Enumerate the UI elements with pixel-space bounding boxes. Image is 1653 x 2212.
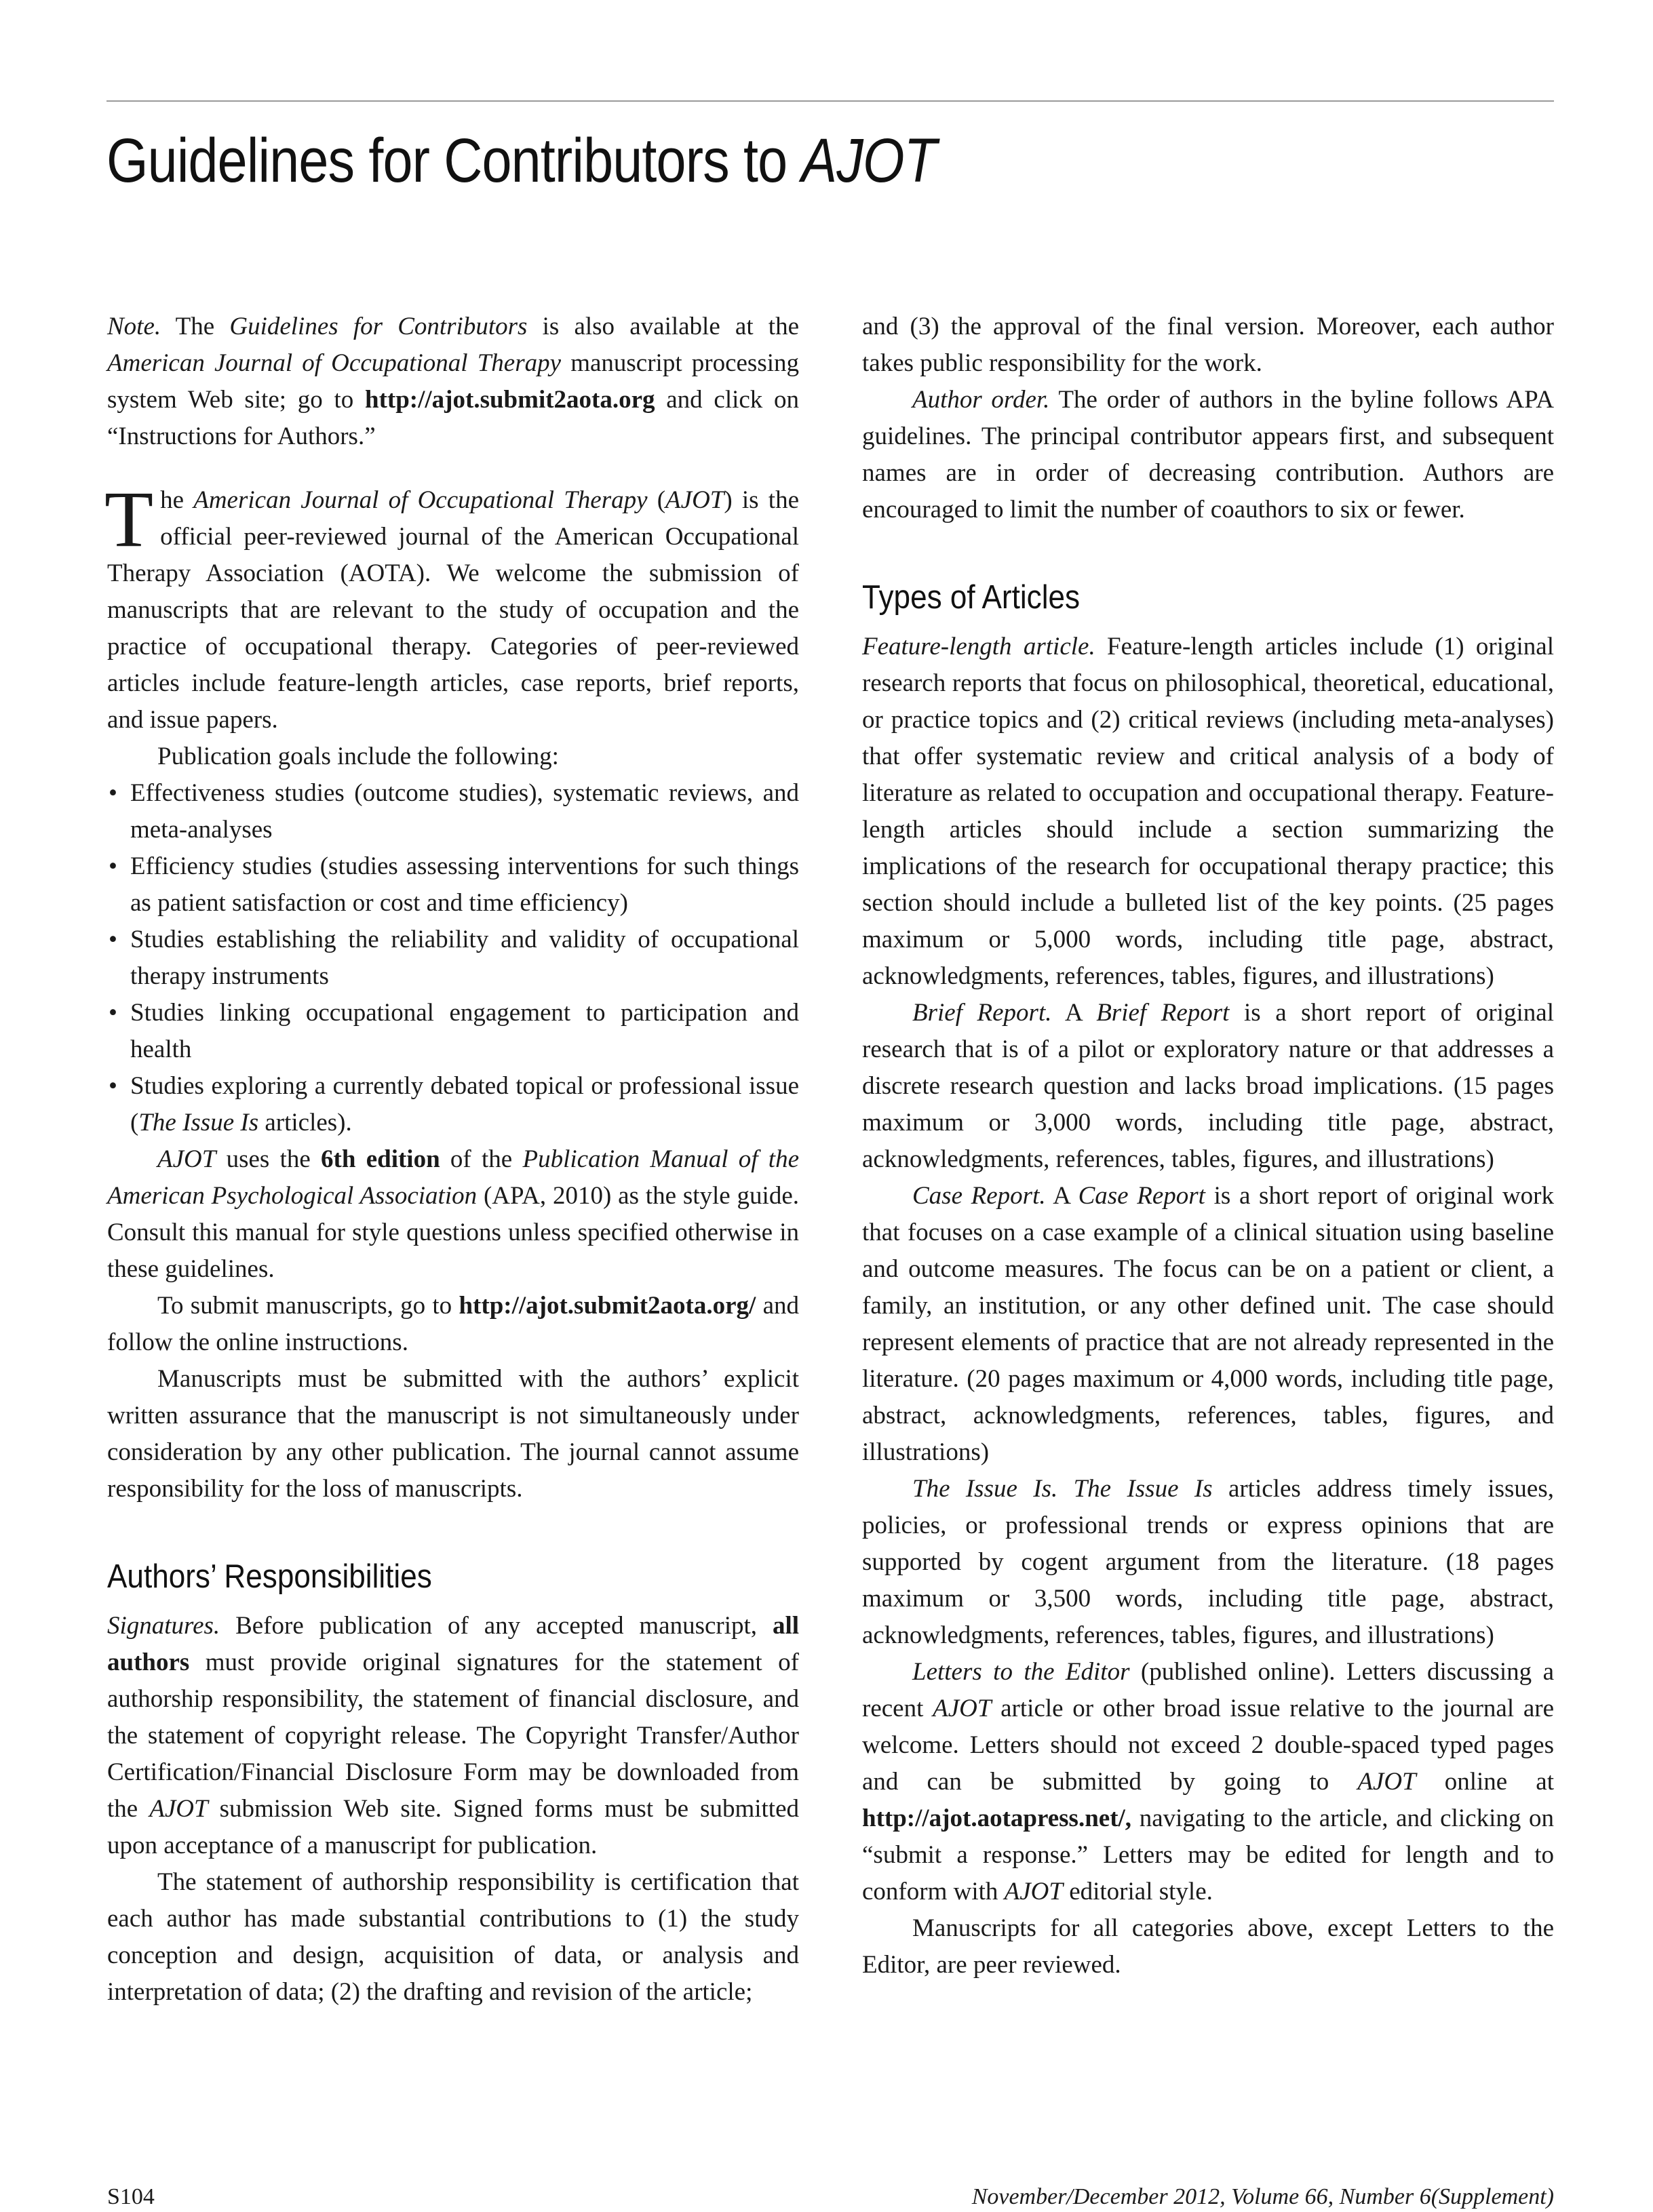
authors-heading: Authors’ Responsibilities bbox=[107, 1558, 432, 1595]
header-rule bbox=[106, 100, 1554, 102]
assurance-paragraph: Manuscripts must be submitted with the authors’ explicit written assurance that the manuscript is not simultaneously under consideration by any other publication. The journal cannot assume responsibility for the loss of manuscripts. bbox=[107, 1365, 799, 1503]
case-report-paragraph: Case Report. A Case Report is a short report of original work that focuses on a case example of a clinical situation using baseline and outcome measures. The focus can be on a patient or client, a family, an institution, or any other defined unit. The case should represent elements of practice that are not already represented in the literature. (20 pages maximum or 4,000 words, including title page, abstract, acknowledgments, references, tables, figures, and illustrations) bbox=[862, 1182, 1555, 1466]
goals-list bbox=[107, 775, 799, 1141]
list-item: • Efficiency studies (studies assessing interventions for such things as patient satisfaction or cost and time efficiency) bbox=[107, 848, 799, 922]
intro-paragraph: The American Journal of Occupational Therapy (AJOT) is the official peer-reviewed journal of the American Occupational Therapy Association (AOTA). We welcome the submission of manuscripts that are relevant to the study of occupation and the practice of occupational therapy. Categories of peer-reviewed articles include feature-length articles, case reports, brief reports, and issue papers. bbox=[104, 475, 799, 734]
types-heading: Types of Articles bbox=[862, 579, 1081, 616]
goals-intro: Publication goals include the following: bbox=[157, 743, 559, 770]
peer-review-paragraph: Manuscripts for all categories above, except Letters to the Editor, are peer reviewed. bbox=[862, 1914, 1554, 1979]
list-item: • Effectiveness studies (outcome studies), systematic reviews, and meta-analyses bbox=[107, 775, 799, 848]
list-item: • Studies establishing the reliability and validity of occupational therapy instruments bbox=[107, 922, 799, 995]
signatures-paragraph: Signatures. Before publication of any accepted manuscript, all authors must provide original signatures for the statement of authorship responsibility, the statement of financial disclosure, and the statement of copyright release. The Copyright Transfer/Author Certification/Financial Disclosure Form may be downloaded from the AJOT submission Web site. Signed forms must be submitted upon acceptance of a manuscript for publication. bbox=[107, 1612, 800, 1859]
issue-is-paragraph: The Issue Is. The Issue Is articles address timely issues, policies, or professional trends or express opinions that are supported by cogent argument from the literature. (18 pages maximum or 3,500 words, including title page, abstract, acknowledgments, references, tables, figures, and illustrations) bbox=[862, 1475, 1554, 1649]
note-paragraph: Note. The Guidelines for Contributors is also available at the American Journal of Occupational Therapy manuscript processing system Web site; go to http://ajot.submit2aota.org and click on “Instructions for Authors.” bbox=[107, 313, 800, 450]
authorship-statement-paragraph: The statement of authorship responsibility is certification that each author has made substantial contributions to (1) the study conception and design, acquisition of data, or analysis and interpretation of data; (2) the drafting and revision of the article; bbox=[107, 1868, 799, 2006]
feature-paragraph: Feature-length article. Feature-length articles include (1) original research reports that focus on philosophical, theoretical, educational, or practice topics and (2) critical reviews (including meta-analyses) that offer systematic review and critical analysis of a body of literature as related to occupation and occupational therapy. Feature-length articles should include a section summarizing the implications of the research for occupational therapy practice; this section should include a bulleted list of the key points. (25 pages maximum or 5,000 words, including title page, abstract, acknowledgments, references, tables, figures, and illustrations) bbox=[862, 633, 1554, 990]
right-column bbox=[862, 309, 1554, 1983]
style-paragraph: AJOT uses the 6th edition of the Publication Manual of the American Psychological Association (APA, 2010) as the style guide. Consult this manual for style questions unless specified otherwise in these guidelines. bbox=[107, 1145, 799, 1283]
left-column bbox=[104, 309, 800, 2011]
title-journal: AJOT bbox=[801, 126, 937, 195]
list-item: • Studies exploring a currently debated topical or professional issue (The Issue Is articles). bbox=[107, 1068, 799, 1141]
submit-url-link[interactable]: http://ajot.submit2aota.org/ bbox=[459, 1292, 756, 1320]
note-url-link[interactable]: http://ajot.submit2aota.org bbox=[365, 386, 655, 414]
submit-paragraph: To submit manuscripts, go to http://ajot.submit2aota.org/ and follow the online instructions. bbox=[107, 1292, 799, 1356]
letters-url-link[interactable]: http://ajot.aotapress.net/, bbox=[862, 1804, 1132, 1832]
page-title bbox=[106, 125, 936, 197]
author-order-paragraph: Author order. The order of authors in the byline follows APA guidelines. The principal contributor appears first, and subsequent names are in order of decreasing contribution. Authors are encouraged to limit the number of coauthors to six or fewer. bbox=[862, 386, 1554, 524]
title-main: Guidelines for Contributors to bbox=[106, 126, 802, 195]
drop-cap: T bbox=[104, 475, 154, 564]
letters-paragraph: Letters to the Editor (published online). Letters discussing a recent AJOT article or other broad issue relative to the journal are welcome. Letters should not exceed 2 double-spaced typed pages and can be submitted by going to AJOT online at http://ajot.aotapress.net/, navigating to the article, and clicking on “submit a response.” Letters may be edited for length and to conform with AJOT editorial style. bbox=[862, 1658, 1554, 1905]
issue-info: November/December 2012, Volume 66, Number 6(Supplement) bbox=[971, 2184, 1554, 2209]
page-number: S104 bbox=[107, 2184, 155, 2209]
brief-report-paragraph: Brief Report. A Brief Report is a short report of original research that is of a pilot or exploratory nature or that addresses a discrete research question and lacks broad implications. (15 pages maximum or 3,000 words, including title page, abstract, acknowledgments, references, tables, figures, and illustrations) bbox=[862, 999, 1555, 1173]
list-item: • Studies linking occupational engagement to participation and health bbox=[107, 995, 799, 1068]
authorship-statement-continued: and (3) the approval of the final version. Moreover, each author takes public responsibility for the work. bbox=[862, 313, 1554, 377]
